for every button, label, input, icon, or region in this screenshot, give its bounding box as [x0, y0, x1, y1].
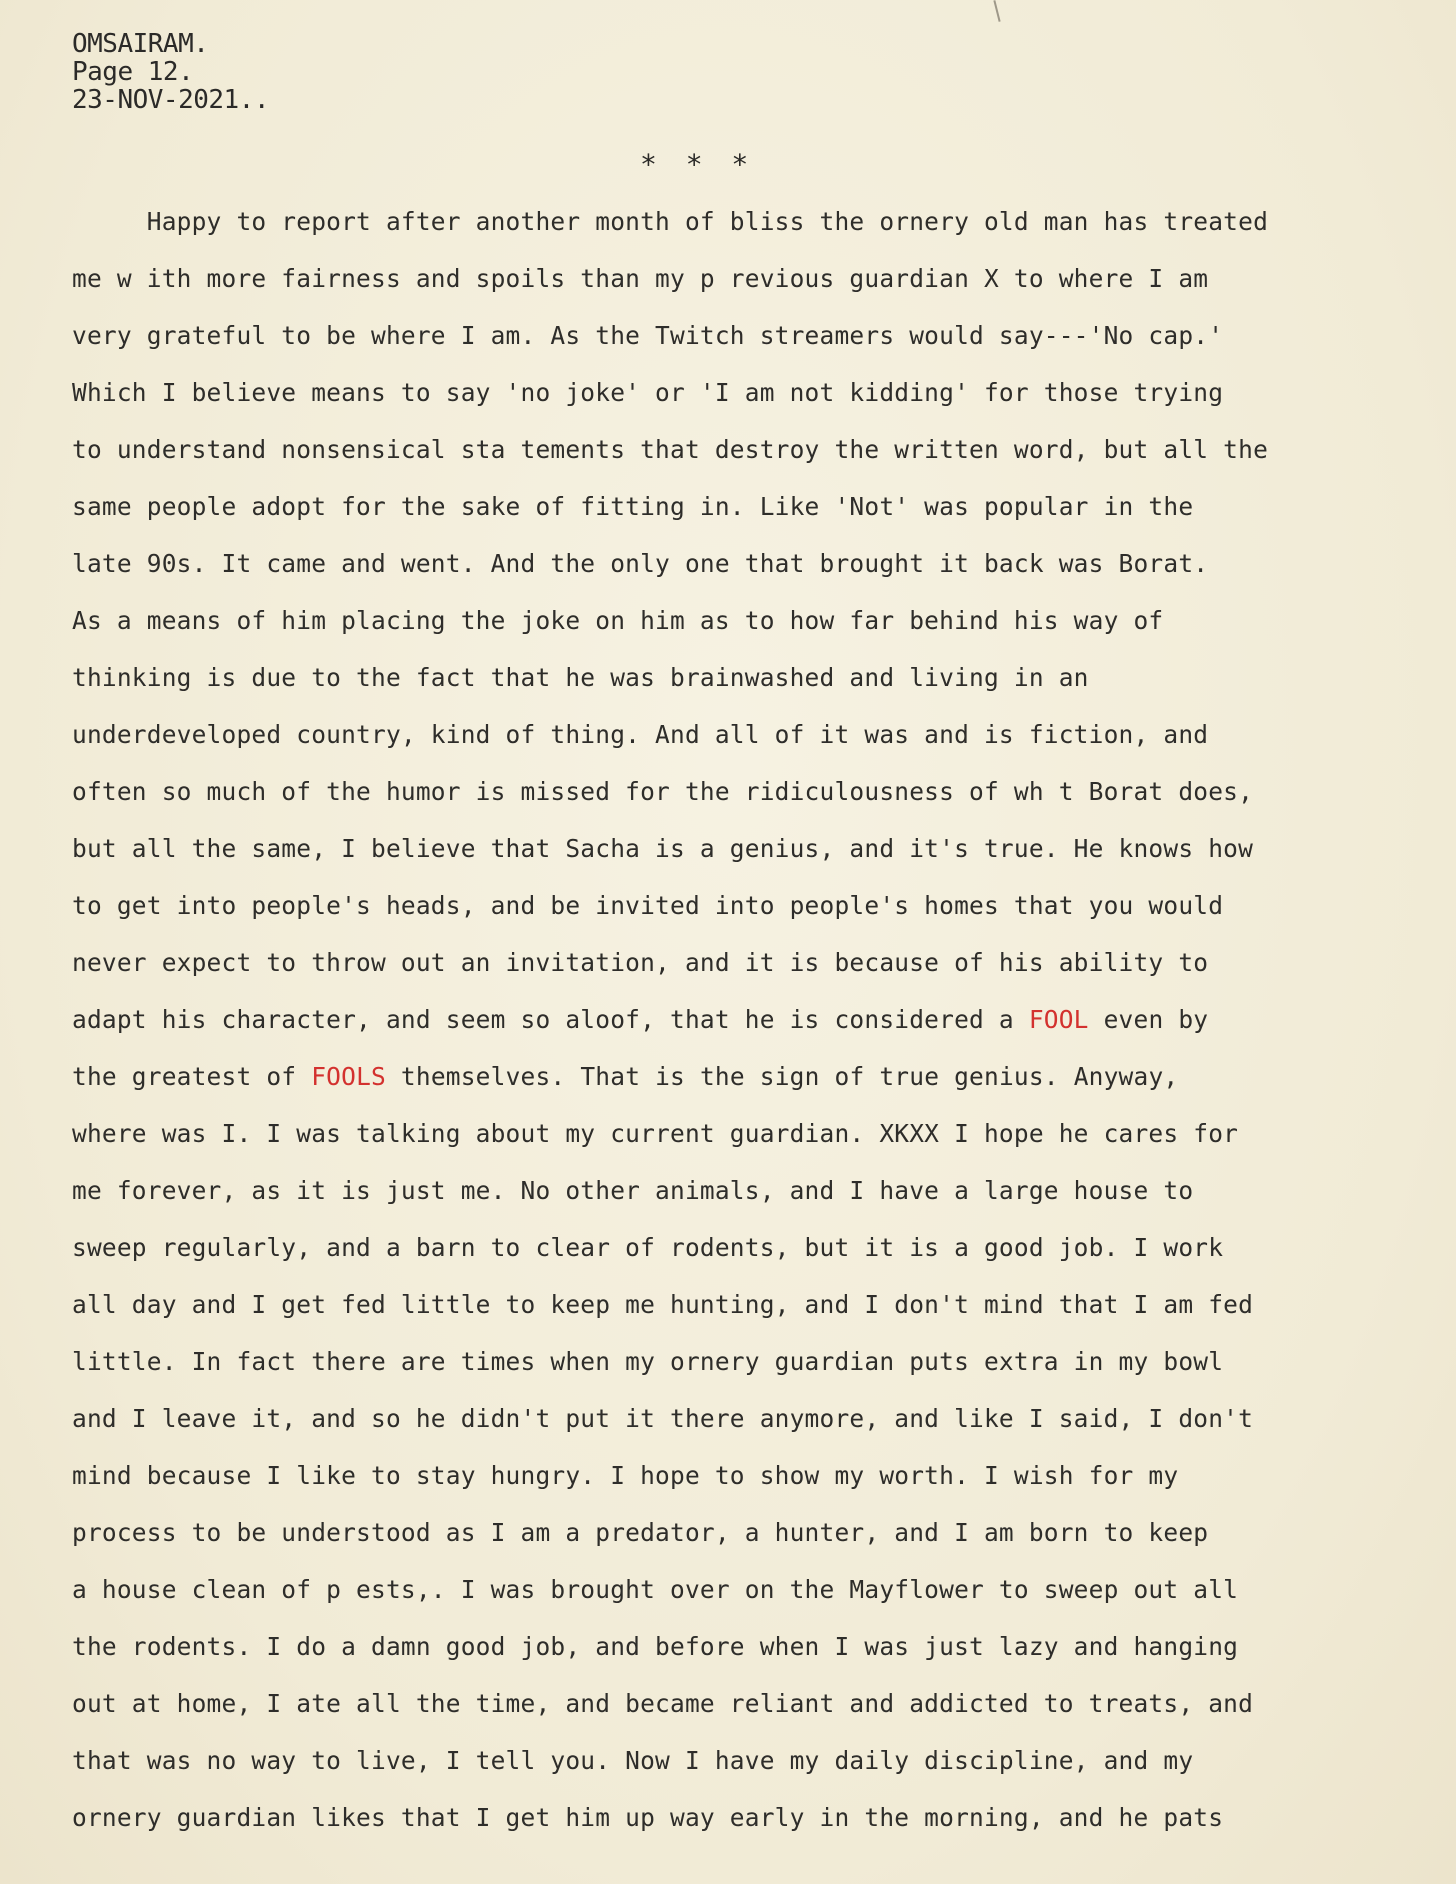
text-segment: but all the same, I believe that Sacha is a genius, and it's true. He knows how [72, 834, 1254, 863]
text-segment: often so much of the humor is missed for the ridiculousness of wh t Borat does, [72, 777, 1254, 806]
text-segment: where was I. I was talking about my current guardian. XKXX I hope he cares for [72, 1119, 1239, 1148]
text-line [72, 430, 1452, 487]
text-line [72, 1114, 1452, 1171]
text-line [72, 772, 1452, 829]
text-segment: all day and I get fed little to keep me hunting, and I don't mind that I am fed [72, 1290, 1254, 1319]
text-line [72, 1285, 1452, 1342]
text-line [72, 829, 1452, 886]
text-segment: As a means of him placing the joke on him as to how far behind his way of [72, 606, 1164, 635]
text-line [72, 1399, 1452, 1456]
text-segment: to get into people's heads, and be invited into people's homes that you would [72, 891, 1224, 920]
text-line [72, 1741, 1452, 1798]
text-segment: the greatest of [72, 1062, 312, 1091]
body-text [72, 202, 1452, 1855]
header-page-number: Page 12. [72, 57, 194, 87]
text-line [72, 1057, 1452, 1114]
text-segment: mind because I like to stay hungry. I hope to show my worth. I wish for my [72, 1461, 1179, 1490]
section-separator: * * * [640, 148, 755, 181]
text-segment: and I leave it, and so he didn't put it there anymore, and like I said, I don't [72, 1404, 1254, 1433]
text-line [72, 1513, 1452, 1570]
text-line [72, 202, 1452, 259]
text-line [72, 1456, 1452, 1513]
text-line [72, 259, 1452, 316]
text-line [72, 1228, 1452, 1285]
pencil-mark [993, 0, 1000, 22]
text-segment: out at home, I ate all the time, and became reliant and addicted to treats, and [72, 1689, 1254, 1718]
text-segment: never expect to throw out an invitation, and it is because of his ability to [72, 948, 1209, 977]
header-date: 23-NOV-2021.. [72, 85, 269, 115]
text-segment: little. In fact there are times when my ornery guardian puts extra in my bowl [72, 1347, 1224, 1376]
text-segment: sweep regularly, and a barn to clear of rodents, but it is a good job. I work [72, 1233, 1224, 1262]
text-segment: process to be understood as I am a predator, a hunter, and I am born to keep [72, 1518, 1209, 1547]
text-segment: that was no way to live, I tell you. Now I have my daily discipline, and my [72, 1746, 1194, 1775]
text-segment: same people adopt for the sake of fitting in. Like 'Not' was popular in the [72, 492, 1194, 521]
red-ink-word: FOOL [1028, 1005, 1089, 1034]
text-line [72, 544, 1452, 601]
text-segment: a house clean of p ests,. I was brought over on the Mayflower to sweep out all [72, 1575, 1239, 1604]
text-line [72, 943, 1452, 1000]
text-segment: very grateful to be where I am. As the Twitch streamers would say---'No cap.' [72, 321, 1224, 350]
text-segment: ornery guardian likes that I get him up way early in the morning, and he pats [72, 1803, 1224, 1832]
text-segment: me w ith more fairness and spoils than my p revious guardian X to where I am [72, 264, 1209, 293]
text-line [72, 1000, 1452, 1057]
text-line [72, 886, 1452, 943]
text-segment: the rodents. I do a damn good job, and before when I was just lazy and hanging [72, 1632, 1239, 1661]
text-line [72, 1570, 1452, 1627]
text-line [72, 373, 1452, 430]
text-line [72, 1627, 1452, 1684]
text-segment: to understand nonsensical sta tements that destroy the written word, but all the [72, 435, 1269, 464]
text-line [72, 487, 1452, 544]
text-line [72, 601, 1452, 658]
text-segment: even by [1088, 1005, 1209, 1034]
text-line [72, 1684, 1452, 1741]
text-line [72, 1798, 1452, 1855]
text-line [72, 715, 1452, 772]
red-ink-word: FOOLS [311, 1062, 386, 1091]
text-segment: Happy to report after another month of bliss the ornery old man has treated [72, 207, 1269, 236]
text-segment: themselves. That is the sign of true genius. Anyway, [385, 1062, 1179, 1091]
text-segment: underdeveloped country, kind of thing. And all of it was and is fiction, and [72, 720, 1209, 749]
text-segment: me forever, as it is just me. No other animals, and I have a large house to [72, 1176, 1194, 1205]
text-segment: adapt his character, and seem so aloof, that he is considered a [72, 1005, 1029, 1034]
text-line [72, 1171, 1452, 1228]
text-segment: thinking is due to the fact that he was brainwashed and living in an [72, 663, 1089, 692]
text-line [72, 316, 1452, 373]
header-title: OMSAIRAM. [72, 29, 209, 59]
text-segment: late 90s. It came and went. And the only one that brought it back was Borat. [72, 549, 1209, 578]
page-header [72, 30, 269, 114]
text-line [72, 658, 1452, 715]
text-line [72, 1342, 1452, 1399]
text-segment: Which I believe means to say 'no joke' or 'I am not kidding' for those trying [72, 378, 1224, 407]
